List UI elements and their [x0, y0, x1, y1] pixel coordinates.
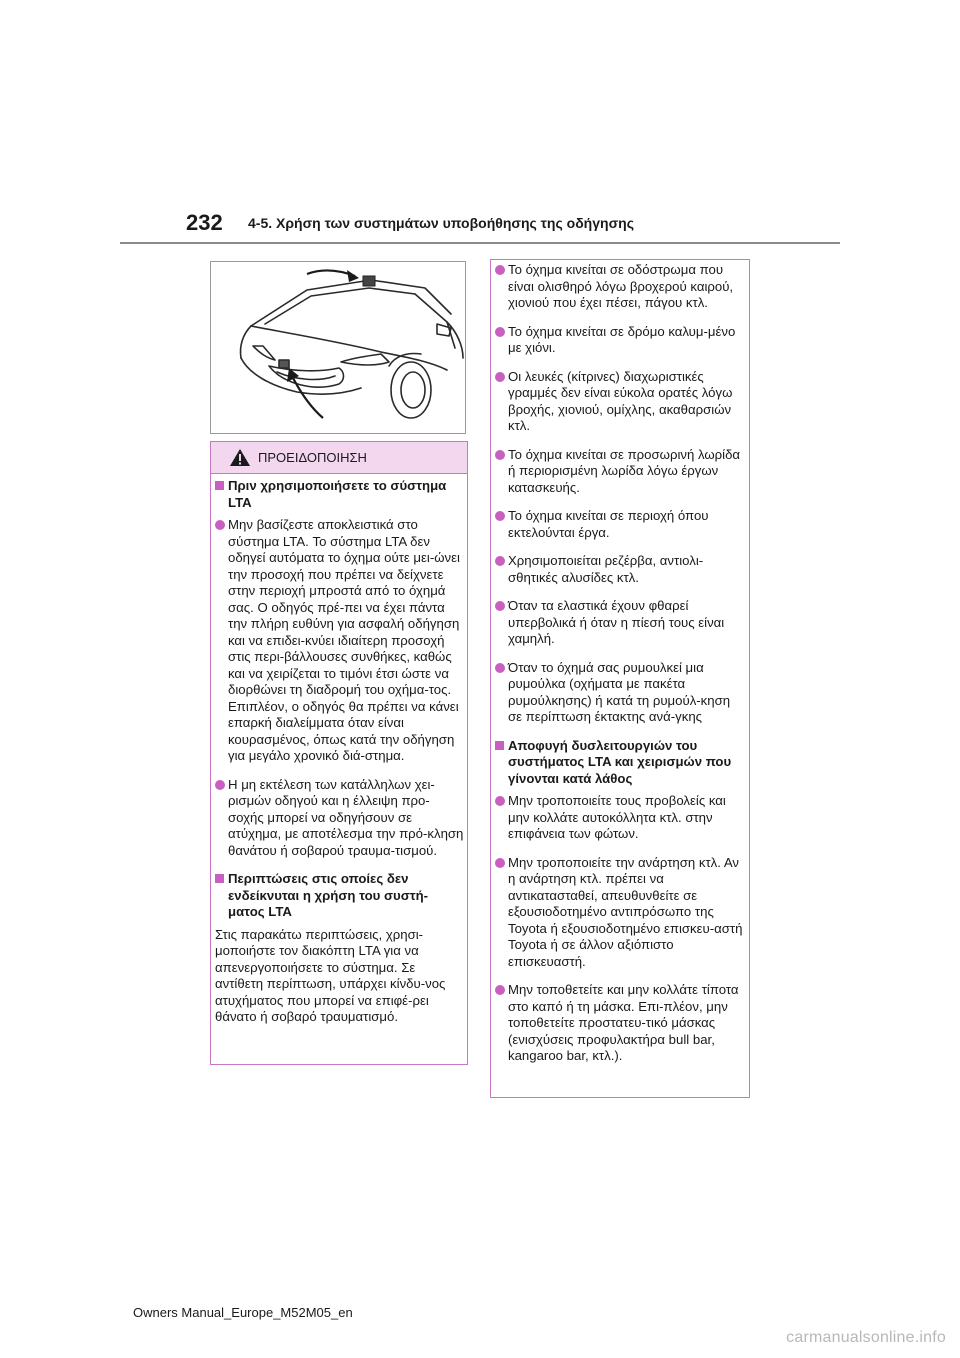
warning-box: [210, 441, 468, 1065]
continuation-content: [495, 262, 746, 1077]
warning-paragraph: Στις παρακάτω περιπτώσεις, χρησι-μοποιήστε τον διακόπτη LTA για να απενεργοποιήσετε το σύστημα. Σε αντίθετη περίπτωση, υπάρχει κίνδυ-νος ατυχήματος που μπορεί να επιφέ-ρει θάνατο ή σοβαρό τραυματισμό.: [215, 926, 446, 1024]
list-item: Όταν τα ελαστικά έχουν φθαρεί υπερβολικά ή όταν η πίεσή τους είναι χαμηλή.: [495, 598, 746, 648]
page-number: 232: [186, 210, 223, 235]
watermark: carmanualsonline.info: [786, 1329, 946, 1346]
list-item: Μην τροποποιείτε την ανάρτηση κτλ. Αν η ανάρτηση κτλ. πρέπει να αντικατασταθεί, απευθυνθείτε σε εξουσιοδοτημένο αντιπρόσωπο της Toyota ή εξουσιοδοτημένο επισκευ-αστή Toyota ή σε άλλον αξιόπιστο επισκευαστή.: [495, 855, 746, 971]
warning-heading-not-suitable: Περιπτώσεις στις οποίες δεν ενδείκνυται η χρήση του συστή-ματος LTA: [215, 871, 464, 921]
warning-triangle-icon: [229, 448, 251, 472]
car-front-camera-illustration: [210, 261, 466, 434]
list-item: Το όχημα κινείται σε περιοχή όπου εκτελούνται έργα.: [495, 508, 746, 541]
list-item: Χρησιμοποιείται ρεζέρβα, αντιολι-σθητικές αλυσίδες κτλ.: [495, 553, 746, 586]
warning-content: [215, 478, 464, 1038]
warning-header: [211, 442, 467, 474]
list-item: Το όχημα κινείται σε προσωρινή λωρίδα ή περιορισμένη λωρίδα λόγω έργων κατασκευής.: [495, 447, 746, 497]
list-item: Μην τοποθετείτε και μην κολλάτε τίποτα στο καπό ή τη μάσκα. Επι-πλέον, μην τοποθετείτε προστατευ-τικό μάσκας (ενισχύσεις προφυλακτήρα bull bar, kangaroo bar, κτλ.).: [495, 982, 746, 1065]
section-title: 4-5. Χρήση των συστημάτων υποβοήθησης της οδήγησης: [248, 215, 634, 231]
warning-title: ΠΡΟΕΙΔΟΠΟΙΗΣΗ: [258, 450, 367, 465]
warning-heading-before-use: Πριν χρησιμοποιήσετε το σύστημα LTA: [215, 478, 464, 511]
list-item: Το όχημα κινείται σε δρόμο καλυμ-μένο με χιόνι.: [495, 324, 746, 357]
warning-item: Μην βασίζεστε αποκλειστικά στο σύστημα LTA. Το σύστημα LTA δεν οδηγεί αυτόματα το όχημα ούτε μει-ώνει την προσοχή που πρέπει να δείχνετε στην περιοχή μπροστά από το όχημά σας. Ο οδηγός πρέ-πει να έχει πάντα την πλήρη ευθύνη για ασφαλή οδήγηση και να επιδει-κνύει ιδιαίτερη προσοχή στις περι-βάλλουσες συνθήκες, καθώς και να χειρίζεται το τιμόνι έτσι ώστε να διορθώνει τη διαδρομή του οχήμα-τος. Επιπλέον, ο οδηγός θα πρέπει να κάνει επαρκή διαλείμματα όταν είναι κουρασμένος, όπως κατά την οδήγηση για μεγάλο χρονικό διά-στημα.: [215, 517, 464, 765]
warning-continuation-box: [490, 259, 750, 1098]
list-item: Το όχημα κινείται σε οδόστρωμα που είναι ολισθηρό λόγω βροχερού καιρού, χιονιού που έχει πέσει, πάγου κτλ.: [495, 262, 746, 312]
footer-text: Owners Manual_Europe_M52M05_en: [133, 1305, 353, 1320]
list-item: Οι λευκές (κίτρινες) διαχωριστικές γραμμές δεν είναι εύκολα ορατές λόγω βροχής, χιονιού, ομίχλης, ακαθαρσιών κτλ.: [495, 369, 746, 435]
list-item: Μην τροποποιείτε τους προβολείς και μην κολλάτε αυτοκόλλητα κτλ. στην επιφάνεια των φώτων.: [495, 793, 746, 843]
heading-avoid-malfunctions: Αποφυγή δυσλειτουργιών του συστήματος LTA και χειρισμών που γίνονται κατά λάθος: [495, 738, 746, 788]
warning-item: Η μη εκτέλεση των κατάλληλων χει-ρισμών οδηγού και η έλλειψη προ-σοχής μπορεί να οδηγήσουν σε ατύχημα, με αποτέλεσμα την πρό-κληση θανάτου ή σοβαρού τραυμα-τισμού.: [215, 777, 464, 860]
car-illustration-svg: [211, 262, 465, 433]
list-item: Όταν το όχημά σας ρυμουλκεί μια ρυμούλκα (οχήματα με πακέτα ρυμούλκησης) ή κατά τη ρυμούλ-κηση σε περίπτωση έκτακτης ανά-γκης: [495, 660, 746, 726]
header-rule: [120, 242, 840, 244]
